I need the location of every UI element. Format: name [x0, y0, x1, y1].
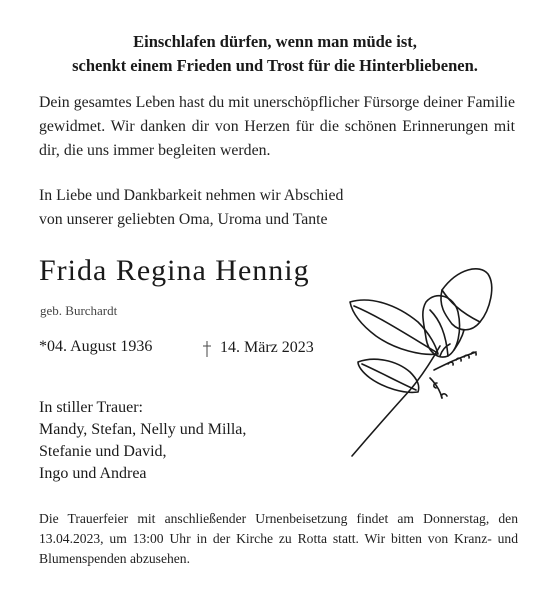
calla-lily-icon [330, 260, 510, 460]
birth-name: geb. Burchardt [40, 303, 118, 318]
farewell-line-1: In Liebe und Dankbarkeit nehmen wir Abschied [39, 187, 344, 204]
motto [20, 30, 530, 78]
birth-date: *04. August 1936 [39, 338, 153, 355]
cross-icon [198, 338, 216, 358]
death-date: 14. März 2023 [220, 339, 314, 356]
motto-line-1: Einschlafen dürfen, wenn man müde ist, [133, 32, 417, 51]
mourners [39, 397, 246, 485]
funeral-notice: Die Trauerfeier mit anschließender Urnenbeisetzung findet am Donnerstag, den 13.04.2023, um 13:00 Uhr in der Kirche zu Rotta statt. Wir bitten von Kranz- und Blumenspenden abzusehen. [39, 511, 518, 566]
death-date-group [198, 338, 314, 358]
mourner-line: Mandy, Stefan, Nelly und Milla, [39, 421, 247, 438]
deceased-name: Frida Regina Hennig [39, 254, 310, 287]
mourner-line: Ingo und Andrea [39, 465, 147, 482]
mourners-heading: In stiller Trauer: [39, 399, 143, 416]
life-dates [39, 338, 314, 356]
mourner-line: Stefanie und David, [39, 443, 167, 460]
farewell-line-2: von unserer geliebten Oma, Uroma und Tante [39, 211, 328, 228]
intro-paragraph: Dein gesamtes Leben hast du mit unerschöpflicher Fürsorge deiner Familie gewidmet. Wir danken dir von Herzen für die schönen Erinnerungen mit dir, die uns immer begleiten werden. [39, 94, 515, 159]
farewell-paragraph [39, 184, 515, 232]
motto-line-2: schenkt einem Frieden und Trost für die Hinterbliebenen. [72, 56, 478, 75]
